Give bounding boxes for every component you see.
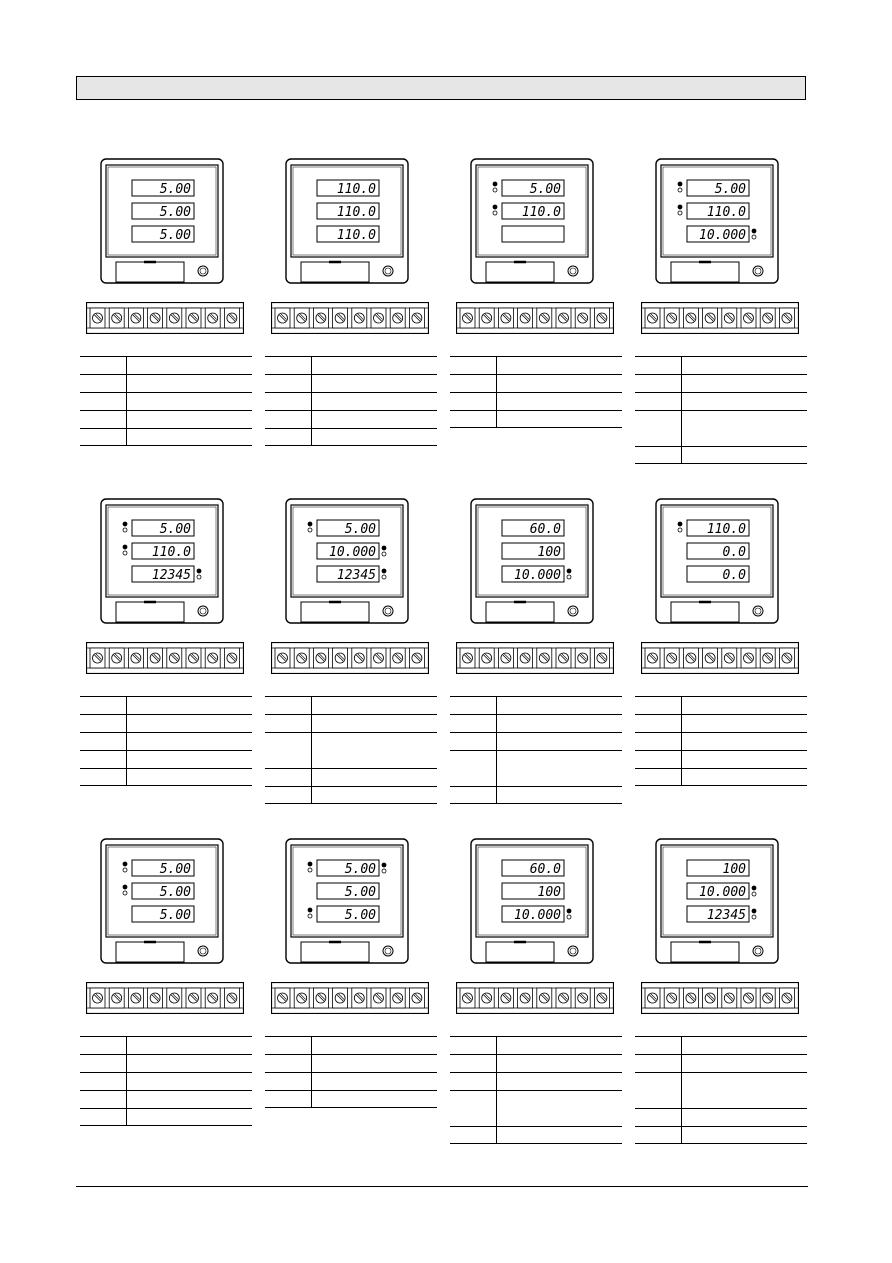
panel-meter-front [285,498,409,624]
indicator-led-icon [493,211,497,215]
indicator-led-icon [123,891,127,895]
spec-table [450,1036,622,1144]
spec-row [265,768,437,786]
spec-divider [681,393,682,410]
spec-divider [126,697,127,714]
spec-table [635,696,807,786]
terminal-block [456,302,614,334]
indicator-led-icon [382,869,386,873]
meter-knob-inner [385,268,391,274]
indicator-led-icon [382,863,386,867]
meter-cell [261,498,435,818]
meter-knob-inner [755,268,761,274]
spec-divider [496,697,497,714]
spec-row [450,714,622,732]
indicator-led-icon [752,235,756,239]
spec-divider [681,715,682,732]
spec-divider [311,1091,312,1107]
meter-knob-inner [755,948,761,954]
meter-cover-tab [671,942,739,962]
spec-row [635,750,807,768]
indicator-led-icon [123,528,127,532]
reading-value: 5.00 [159,885,191,900]
reading-value: 110.0 [706,205,746,220]
panel-meter-front [655,498,779,624]
spec-row [635,410,807,446]
terminal-block [641,642,799,674]
spec-row [635,1072,807,1108]
indicator-led-icon [308,522,312,526]
indicator-led-icon [493,188,497,192]
indicator-led-icon [308,868,312,872]
spec-divider [496,787,497,803]
spec-divider [126,769,127,785]
panel-meter-front [100,498,224,624]
spec-row [450,696,622,714]
spec-divider [681,447,682,463]
spec-row [265,1090,437,1108]
spec-row [80,392,252,410]
indicator-led-icon [752,909,756,913]
spec-divider [681,1127,682,1143]
indicator-led-icon [308,862,312,866]
spec-divider [496,1073,497,1090]
terminal-block [456,982,614,1014]
indicator-led-icon [382,569,386,573]
spec-row [80,1036,252,1054]
indicator-led-icon [678,205,682,209]
reading-value: 100 [722,862,746,877]
reading-value: 5.00 [344,522,376,537]
meter-knob-inner [200,948,206,954]
reading-value: 0.0 [722,545,746,560]
reading-value: 5.00 [714,182,746,197]
spec-row [265,786,437,804]
spec-row [265,374,437,392]
indicator-led-icon [567,569,571,573]
indicator-led-icon [123,885,127,889]
spec-row [265,1054,437,1072]
spec-divider [126,375,127,392]
spec-row [265,1036,437,1054]
meter-knob-inner [570,608,576,614]
panel-meter-front [470,158,594,284]
spec-table [80,356,252,446]
spec-row [635,392,807,410]
spec-row [450,1090,622,1126]
spec-row [265,714,437,732]
spec-row [80,1072,252,1090]
meter-cell [631,838,805,1158]
spec-row [265,428,437,446]
spec-row [450,356,622,374]
spec-divider [126,1073,127,1090]
spec-row [265,732,437,768]
reading-value: 110.0 [336,228,376,243]
spec-row [635,374,807,392]
spec-divider [311,733,312,768]
reading-value: 10.000 [514,908,561,923]
spec-divider [126,1037,127,1054]
spec-divider [311,375,312,392]
spec-divider [681,769,682,785]
reading-value: 0.0 [722,568,746,583]
spec-row [635,446,807,464]
reading-value: 5.00 [159,522,191,537]
meter-cover-tab [486,602,554,622]
meter-cover-tab [671,262,739,282]
meter-cell [261,158,435,478]
spec-divider [496,1037,497,1054]
spec-divider [311,411,312,428]
spec-divider [311,769,312,786]
meter-cell [76,158,250,478]
meter-knob-inner [385,948,391,954]
indicator-led-icon [752,229,756,233]
meter-cover-tab [301,602,369,622]
spec-divider [496,357,497,374]
meter-cover-tab [116,262,184,282]
spec-table [80,1036,252,1126]
indicator-led-icon [493,182,497,186]
spec-row [635,1108,807,1126]
spec-divider [126,1109,127,1125]
page-header-bar [76,76,806,100]
spec-divider [311,1055,312,1072]
meter-knob-inner [385,608,391,614]
spec-row [450,1054,622,1072]
reading-value: 10.000 [514,568,561,583]
reading-value: 10.000 [329,545,376,560]
spec-row [265,1072,437,1090]
spec-divider [681,1109,682,1126]
spec-table [265,356,437,446]
terminal-block [86,642,244,674]
spec-divider [496,375,497,392]
meter-cell [446,838,620,1158]
meter-knob-inner [200,268,206,274]
reading-value: 110.0 [521,205,561,220]
reading-box [502,226,564,242]
reading-value: 110.0 [706,522,746,537]
spec-row [635,1054,807,1072]
spec-divider [681,733,682,750]
indicator-led-icon [678,211,682,215]
terminal-block [271,302,429,334]
meter-cover-tab [116,942,184,962]
spec-row [80,374,252,392]
spec-divider [126,393,127,410]
reading-value: 5.00 [344,885,376,900]
reading-value: 10.000 [699,885,746,900]
spec-table [450,696,622,804]
terminal-block [456,642,614,674]
spec-table [80,696,252,786]
spec-divider [496,733,497,750]
spec-divider [681,1037,682,1054]
spec-divider [126,357,127,374]
meter-cover-tab [486,942,554,962]
spec-row [450,732,622,750]
spec-row [265,696,437,714]
reading-value: 12345 [151,568,191,583]
spec-divider [681,697,682,714]
meter-knob-inner [755,608,761,614]
spec-divider [681,357,682,374]
indicator-led-icon [308,528,312,532]
spec-divider [311,429,312,445]
meter-knob-inner [570,268,576,274]
spec-divider [311,393,312,410]
spec-row [450,410,622,428]
spec-row [80,750,252,768]
spec-row [450,1126,622,1144]
spec-row [80,356,252,374]
spec-row [635,696,807,714]
spec-row [635,1036,807,1054]
spec-divider [496,715,497,732]
spec-divider [126,429,127,445]
indicator-led-icon [678,188,682,192]
panel-meter-front [470,498,594,624]
indicator-led-icon [123,522,127,526]
indicator-led-icon [382,552,386,556]
terminal-block [86,982,244,1014]
spec-divider [496,411,497,427]
indicator-led-icon [752,892,756,896]
spec-divider [311,1073,312,1090]
reading-value: 100 [537,545,561,560]
reading-value: 5.00 [344,862,376,877]
meter-cover-tab [116,602,184,622]
spec-row [265,392,437,410]
spec-table [635,356,807,464]
spec-row [450,392,622,410]
reading-value: 110.0 [336,205,376,220]
indicator-led-icon [752,886,756,890]
spec-row [635,768,807,786]
indicator-led-icon [382,546,386,550]
reading-value: 12345 [706,908,746,923]
reading-value: 60.0 [529,862,561,877]
panel-meter-front [285,158,409,284]
spec-row [80,1108,252,1126]
spec-row [635,732,807,750]
indicator-led-icon [197,575,201,579]
spec-divider [126,1055,127,1072]
meter-knob-inner [200,608,206,614]
reading-value: 110.0 [336,182,376,197]
spec-divider [681,375,682,392]
spec-divider [496,1055,497,1072]
meter-cell [261,838,435,1158]
reading-value: 60.0 [529,522,561,537]
spec-row [635,714,807,732]
reading-value: 5.00 [344,908,376,923]
spec-divider [496,1127,497,1143]
indicator-led-icon [678,182,682,186]
spec-divider [311,715,312,732]
spec-divider [681,411,682,446]
spec-table [635,1036,807,1144]
reading-value: 10.000 [699,228,746,243]
panel-meter-front [655,838,779,964]
spec-divider [311,787,312,803]
terminal-block [641,982,799,1014]
terminal-block [271,642,429,674]
reading-value: 12345 [336,568,376,583]
indicator-led-icon [123,545,127,549]
spec-divider [681,1055,682,1072]
indicator-led-icon [678,522,682,526]
spec-row [80,428,252,446]
spec-divider [311,697,312,714]
spec-divider [126,1091,127,1108]
spec-row [450,750,622,786]
spec-divider [126,715,127,732]
spec-divider [126,411,127,428]
indicator-led-icon [382,575,386,579]
meter-cell [446,498,620,818]
spec-row [450,786,622,804]
spec-row [265,356,437,374]
panel-meter-front [100,158,224,284]
spec-divider [496,751,497,786]
terminal-block [641,302,799,334]
footer-rule [76,1186,808,1187]
reading-value: 5.00 [159,908,191,923]
indicator-led-icon [752,915,756,919]
spec-row [635,1126,807,1144]
indicator-led-icon [308,908,312,912]
indicator-led-icon [567,915,571,919]
spec-row [80,714,252,732]
spec-row [80,410,252,428]
panel-meter-front [100,838,224,964]
spec-row [80,1090,252,1108]
spec-divider [311,357,312,374]
spec-divider [126,733,127,750]
indicator-led-icon [123,862,127,866]
meter-cover-tab [671,602,739,622]
spec-table [265,696,437,804]
panel-meter-front [285,838,409,964]
meter-cover-tab [486,262,554,282]
spec-row [450,1036,622,1054]
spec-row [80,768,252,786]
reading-value: 100 [537,885,561,900]
reading-value: 110.0 [151,545,191,560]
indicator-led-icon [567,575,571,579]
spec-row [265,410,437,428]
reading-value: 5.00 [159,228,191,243]
meter-cover-tab [301,262,369,282]
spec-row [80,696,252,714]
indicator-led-icon [123,868,127,872]
meter-cell [631,158,805,478]
terminal-block [86,302,244,334]
indicator-led-icon [197,569,201,573]
meter-knob-inner [570,948,576,954]
indicator-led-icon [308,914,312,918]
spec-divider [681,1073,682,1108]
indicator-led-icon [678,528,682,532]
spec-row [450,374,622,392]
meter-cell [76,838,250,1158]
reading-value: 5.00 [159,182,191,197]
panel-meter-front [470,838,594,964]
terminal-block [271,982,429,1014]
spec-divider [496,393,497,410]
spec-divider [681,751,682,768]
meter-cover-tab [301,942,369,962]
spec-table [265,1036,437,1108]
indicator-led-icon [567,909,571,913]
meter-cell [76,498,250,818]
reading-value: 5.00 [159,862,191,877]
spec-divider [126,751,127,768]
indicator-led-icon [493,205,497,209]
indicator-led-icon [123,551,127,555]
spec-divider [496,1091,497,1126]
panel-meter-front [655,158,779,284]
spec-row [80,1054,252,1072]
meter-cell [631,498,805,818]
spec-row [635,356,807,374]
spec-table [450,356,622,428]
spec-row [450,1072,622,1090]
reading-value: 5.00 [159,205,191,220]
meter-cell [446,158,620,478]
reading-value: 5.00 [529,182,561,197]
spec-row [80,732,252,750]
spec-divider [311,1037,312,1054]
